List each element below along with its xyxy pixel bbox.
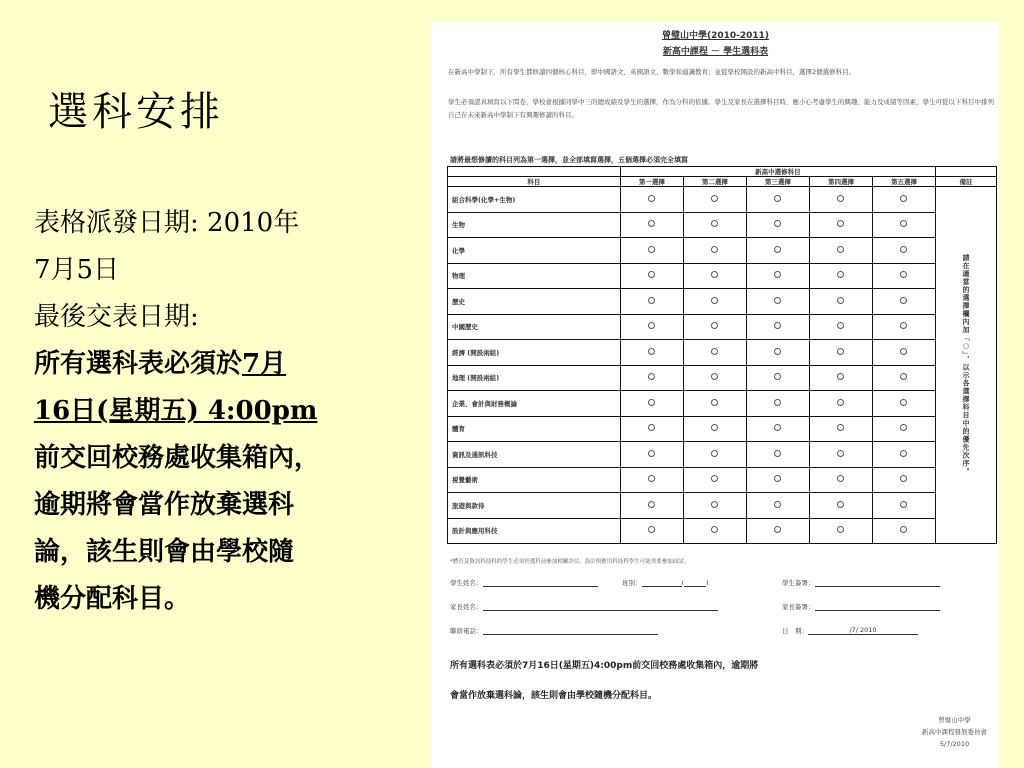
choice-cell [746, 416, 809, 442]
footer-date: 5/7/2010 [939, 740, 970, 748]
choice-circle-icon [774, 373, 781, 380]
choice-cell [872, 238, 935, 264]
choice-cell [620, 314, 683, 340]
deadline-text-3: 逾期將會當作放棄選科 [34, 490, 295, 520]
choice-circle-icon [711, 322, 718, 329]
choice-circle-icon [837, 475, 844, 482]
choice-circle-icon [837, 220, 844, 227]
choice-circle-icon [648, 348, 655, 355]
choice-cell [872, 289, 935, 315]
subject-name: 組合科學(化學+生物) [448, 187, 621, 213]
choice-circle-icon [711, 373, 718, 380]
choice-cell [872, 493, 935, 519]
choice-cell [746, 518, 809, 544]
deadline-prefix: 所有選科表必須於 [34, 349, 243, 379]
table-row [448, 416, 997, 442]
choice-circle-icon [648, 195, 655, 202]
choice-cell [809, 493, 872, 519]
choice-circle-icon [900, 322, 907, 329]
choice-circle-icon [774, 297, 781, 304]
subject-name: 旅遊與款待 [448, 493, 621, 519]
choice-cell [872, 518, 935, 544]
subject-choice-table [447, 166, 997, 544]
choice-circle-icon [711, 475, 718, 482]
table-row [448, 314, 997, 340]
choice-cell [809, 518, 872, 544]
column-header: 第一選擇 [620, 177, 683, 187]
choice-cell [746, 467, 809, 493]
choice-cell [683, 467, 746, 493]
choice-cell [683, 518, 746, 544]
subject-name: 設計與應用科技 [448, 518, 621, 544]
table-row [448, 391, 997, 417]
choice-circle-icon [711, 271, 718, 278]
phone-row: 聯絡電話： [450, 626, 658, 635]
remark-text: 請在適當的選擇欄內加「○」，以示各選擇科目中的優先次序。 [962, 254, 970, 476]
choice-circle-icon [837, 526, 844, 533]
choice-circle-icon [837, 297, 844, 304]
subject-name: 體育 [448, 416, 621, 442]
choice-cell [872, 391, 935, 417]
choice-cell [620, 467, 683, 493]
subject-selection-form-image [432, 22, 999, 768]
choice-circle-icon [837, 501, 844, 508]
form-footer [922, 714, 987, 750]
choice-cell [809, 187, 872, 213]
table-row [448, 365, 997, 391]
choice-circle-icon [648, 475, 655, 482]
choice-circle-icon [648, 322, 655, 329]
deadline-text-2: 前交回校務處收集箱內， [34, 443, 321, 473]
table-group-header: 新高中選修科目 [620, 167, 935, 177]
choice-circle-icon [774, 501, 781, 508]
choice-cell [683, 212, 746, 238]
choice-cell [746, 187, 809, 213]
choice-circle-icon [900, 373, 907, 380]
choice-circle-icon [648, 271, 655, 278]
form-paragraph-1: 在新高中學制下，所有學生都修讀四個核心科目，即中國語文、英國語文、數學和通識教育；並從學校開設的新高中科目，選擇2個選修科目。 [448, 68, 856, 76]
choice-circle-icon [900, 424, 907, 431]
choice-cell [620, 442, 683, 468]
choice-cell [809, 442, 872, 468]
form-deadline-line-2: 會當作放棄選科論，該生則會由學校隨機分配科目。 [450, 691, 658, 701]
choice-cell [620, 493, 683, 519]
deadline-text-4: 論，該生則會由學校隨 [34, 537, 295, 567]
choice-cell [809, 289, 872, 315]
student-name-row: 學生姓名： [450, 578, 598, 587]
choice-circle-icon [900, 297, 907, 304]
choice-cell [683, 289, 746, 315]
choice-cell [746, 391, 809, 417]
choice-cell [809, 238, 872, 264]
choice-cell [872, 467, 935, 493]
subject-name: 化學 [448, 238, 621, 264]
choice-cell [620, 289, 683, 315]
choice-circle-icon [837, 373, 844, 380]
subject-name: 歷史 [448, 289, 621, 315]
choice-cell [872, 212, 935, 238]
choice-circle-icon [900, 246, 907, 253]
choice-circle-icon [711, 399, 718, 406]
choice-circle-icon [648, 220, 655, 227]
column-header: 第三選擇 [746, 177, 809, 187]
choice-circle-icon [900, 399, 907, 406]
choice-cell [809, 263, 872, 289]
choice-cell [746, 365, 809, 391]
choice-circle-icon [774, 271, 781, 278]
choice-cell [809, 340, 872, 366]
choice-cell [746, 289, 809, 315]
choice-circle-icon [648, 399, 655, 406]
choice-circle-icon [837, 450, 844, 457]
subject-name: 企業、會計與財務概論 [448, 391, 621, 417]
choice-cell [809, 391, 872, 417]
parent-sign-row: 家長簽署： [782, 602, 940, 611]
choice-cell [746, 442, 809, 468]
subject-name: 地理 (開設兩組) [448, 365, 621, 391]
choice-circle-icon [774, 526, 781, 533]
choice-circle-icon [900, 475, 907, 482]
choice-cell [683, 340, 746, 366]
choice-cell [809, 314, 872, 340]
class-row: 班別： ( ) [622, 579, 709, 587]
choice-circle-icon [711, 450, 718, 457]
choice-circle-icon [648, 373, 655, 380]
info-block [34, 200, 429, 623]
deadline-date-time: 16日(星期五) 4:00pm [34, 396, 318, 426]
deadline-month: 7月 [242, 349, 287, 379]
choice-cell [872, 416, 935, 442]
choice-cell [683, 493, 746, 519]
table-row [448, 442, 997, 468]
subject-name: 資訊及通訊科技 [448, 442, 621, 468]
choice-circle-icon [774, 246, 781, 253]
footer-school: 曾璧山中學 [938, 716, 971, 724]
choice-circle-icon [774, 195, 781, 202]
choice-circle-icon [837, 424, 844, 431]
choice-cell [683, 391, 746, 417]
choice-cell [746, 340, 809, 366]
column-header: 第二選擇 [683, 177, 746, 187]
deadline-label: 最後交表日期: [34, 302, 199, 332]
table-row [448, 263, 997, 289]
choice-circle-icon [774, 220, 781, 227]
choice-cell [872, 365, 935, 391]
choice-circle-icon [900, 526, 907, 533]
choice-cell [683, 187, 746, 213]
choice-cell [746, 314, 809, 340]
choice-circle-icon [648, 501, 655, 508]
choice-cell [872, 314, 935, 340]
choice-circle-icon [711, 526, 718, 533]
choice-circle-icon [774, 450, 781, 457]
choice-cell [683, 238, 746, 264]
choice-cell [683, 442, 746, 468]
choice-cell [809, 467, 872, 493]
date-row: 日 期： /7/ 2010 [782, 626, 918, 635]
remark-cell [936, 187, 997, 544]
choice-cell [620, 263, 683, 289]
student-sign-row: 學生簽署： [782, 578, 940, 587]
table-row [448, 238, 997, 264]
choice-circle-icon [900, 271, 907, 278]
choice-circle-icon [711, 195, 718, 202]
issue-date-value: 7月5日 [34, 255, 120, 285]
form-deadline-line-1: 所有選科表必須於7月16日(星期五)4:00pm前交回校務處收集箱內，逾期將 [450, 661, 759, 671]
choice-cell [872, 340, 935, 366]
choice-cell [620, 212, 683, 238]
table-row [448, 467, 997, 493]
subject-name: 視覺藝術 [448, 467, 621, 493]
form-instruction: 請將最想修讀的科目列為第一選擇，並全部填寫選擇，五個選擇必須完全填寫 [450, 156, 688, 164]
table-row [448, 518, 997, 544]
table-row [448, 212, 997, 238]
choice-cell [620, 238, 683, 264]
form-note: *體育及資訊科技科的學生必須於選科前參加相關評估，設計與應用科技科學生可能需要參加面試。 [450, 559, 690, 565]
table-row [448, 289, 997, 315]
table-row [448, 340, 997, 366]
choice-cell [620, 340, 683, 366]
choice-cell [620, 416, 683, 442]
subject-name: 生物 [448, 212, 621, 238]
choice-circle-icon [837, 195, 844, 202]
deadline-text-5: 機分配科目。 [34, 584, 191, 614]
choice-cell [746, 493, 809, 519]
choice-circle-icon [711, 297, 718, 304]
choice-cell [620, 365, 683, 391]
choice-cell [746, 212, 809, 238]
issue-date-label: 表格派發日期: 2010年 [34, 208, 300, 238]
choice-cell [620, 391, 683, 417]
choice-cell [683, 416, 746, 442]
deadline-text-1 [34, 341, 429, 388]
column-header: 第五選擇 [872, 177, 935, 187]
choice-circle-icon [711, 348, 718, 355]
table-row [448, 187, 997, 213]
choice-circle-icon [837, 246, 844, 253]
choice-cell [746, 238, 809, 264]
choice-circle-icon [648, 526, 655, 533]
parent-name-row: 家長姓名： [450, 602, 718, 611]
choice-circle-icon [900, 220, 907, 227]
choice-circle-icon [711, 424, 718, 431]
footer-committee: 新高中課程發展委員會 [922, 728, 987, 736]
form-paragraph-2: 學生必須認真填寫以下問卷，學校會根據同學中三的總成績及學生的選擇，作為分科的依據。學生及家長在選擇科目時，應小心考慮學生的興趣、能力及成績等因素，學生可從以下科目中排列自己在未來新高中學制下有興趣修讀的科目。 [448, 98, 994, 119]
form-title: 曾璧山中學(2010-2011) [661, 31, 770, 41]
choice-cell [809, 416, 872, 442]
choice-circle-icon [837, 399, 844, 406]
choice-cell [809, 365, 872, 391]
subject-name: 物理 [448, 263, 621, 289]
choice-cell [872, 442, 935, 468]
choice-circle-icon [774, 475, 781, 482]
choice-circle-icon [711, 501, 718, 508]
choice-circle-icon [900, 348, 907, 355]
choice-circle-icon [774, 424, 781, 431]
choice-cell [620, 518, 683, 544]
choice-cell [683, 263, 746, 289]
choice-circle-icon [900, 501, 907, 508]
choice-cell [620, 187, 683, 213]
choice-circle-icon [711, 220, 718, 227]
choice-circle-icon [648, 246, 655, 253]
choice-circle-icon [837, 322, 844, 329]
choice-circle-icon [900, 195, 907, 202]
choice-cell [683, 365, 746, 391]
choice-circle-icon [774, 399, 781, 406]
slide-title: 選科安排 [48, 89, 224, 135]
choice-circle-icon [711, 246, 718, 253]
choice-circle-icon [837, 348, 844, 355]
choice-cell [746, 263, 809, 289]
choice-circle-icon [774, 322, 781, 329]
form-subtitle: 新高中課程 － 學生選科表 [662, 47, 769, 57]
choice-circle-icon [648, 297, 655, 304]
column-header: 科目 [448, 177, 621, 187]
choice-cell [809, 212, 872, 238]
column-header: 備註 [936, 177, 997, 187]
choice-circle-icon [648, 450, 655, 457]
choice-circle-icon [648, 424, 655, 431]
choice-circle-icon [900, 450, 907, 457]
choice-cell [872, 263, 935, 289]
choice-cell [872, 187, 935, 213]
subject-name: 中國歷史 [448, 314, 621, 340]
choice-cell [683, 314, 746, 340]
table-row [448, 493, 997, 519]
subject-name: 經濟 (開設兩組) [448, 340, 621, 366]
choice-circle-icon [774, 348, 781, 355]
column-header: 第四選擇 [809, 177, 872, 187]
choice-circle-icon [837, 271, 844, 278]
